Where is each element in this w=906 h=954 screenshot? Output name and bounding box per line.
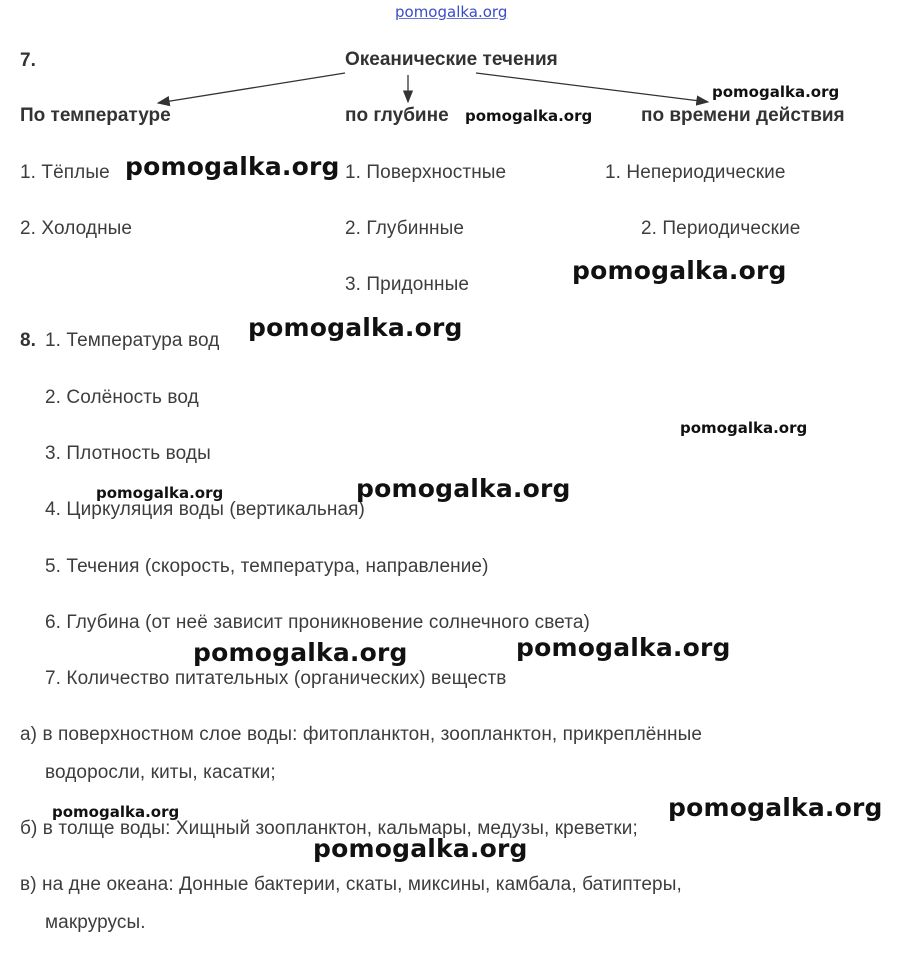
watermark: pomogalka.org xyxy=(356,474,571,503)
q8-item-2: 2. Солёность вод xyxy=(45,387,199,408)
col2-item-2: 2. Глубинные xyxy=(345,218,465,239)
watermark: pomogalka.org xyxy=(193,638,408,667)
question-8-number: 8. xyxy=(20,330,36,351)
watermark: pomogalka.org xyxy=(52,803,180,821)
col2-item-3: 3. Придонные xyxy=(345,274,470,295)
habitat-a-line-2: водоросли, киты, касатки; xyxy=(45,762,276,783)
q8-item-4: 4. Циркуляция воды (вертикальная) xyxy=(45,499,365,520)
watermark: pomogalka.org xyxy=(680,419,808,437)
watermark: pomogalka.org xyxy=(313,834,528,863)
habitat-b-line-1: б) в толще воды: Хищный зоопланктон, кальмары, медузы, креветки; xyxy=(20,818,638,839)
header-depth: по глубине xyxy=(345,105,449,126)
col2-item-1: 1. Поверхностные xyxy=(345,162,507,183)
q8-item-1: 1. Температура вод xyxy=(45,330,220,351)
watermark: pomogalka.org xyxy=(516,633,731,662)
watermark: pomogalka.org xyxy=(125,152,340,181)
watermark-top: pomogalka.org xyxy=(395,3,508,21)
header-temperature: По температуре xyxy=(20,105,171,126)
header-time: по времени действия xyxy=(641,105,845,126)
watermark: pomogalka.org xyxy=(465,107,593,125)
q8-item-3: 3. Плотность воды xyxy=(45,443,211,464)
habitat-v-line-2: макрурусы. xyxy=(45,912,146,933)
col3-item-1: 1. Непериодические xyxy=(605,162,786,183)
watermark: pomogalka.org xyxy=(712,83,840,101)
col3-item-2: 2. Периодические xyxy=(641,218,801,239)
habitat-v-line-1: в) на дне океана: Донные бактерии, скаты, миксины, камбала, батиптеры, xyxy=(20,874,682,895)
q8-item-5: 5. Течения (скорость, температура, направление) xyxy=(45,556,489,577)
watermark: pomogalka.org xyxy=(96,484,224,502)
watermark: pomogalka.org xyxy=(668,793,883,822)
q8-item-7: 7. Количество питательных (органических) веществ xyxy=(45,668,507,689)
diagram-root: Океанические течения xyxy=(345,49,558,70)
arrow-to-temperature xyxy=(158,73,345,103)
watermark: pomogalka.org xyxy=(572,256,787,285)
col1-item-2: 2. Холодные xyxy=(20,218,133,239)
q8-item-6: 6. Глубина (от неё зависит проникновение солнечного света) xyxy=(45,612,590,633)
habitat-a-line-1: а) в поверхностном слое воды: фитопланктон, зоопланктон, прикреплённые xyxy=(20,724,703,745)
arrow-to-time xyxy=(476,73,708,102)
col1-item-1: 1. Тёплые xyxy=(20,162,110,183)
question-7-number: 7. xyxy=(20,50,36,71)
watermark: pomogalka.org xyxy=(248,313,463,342)
